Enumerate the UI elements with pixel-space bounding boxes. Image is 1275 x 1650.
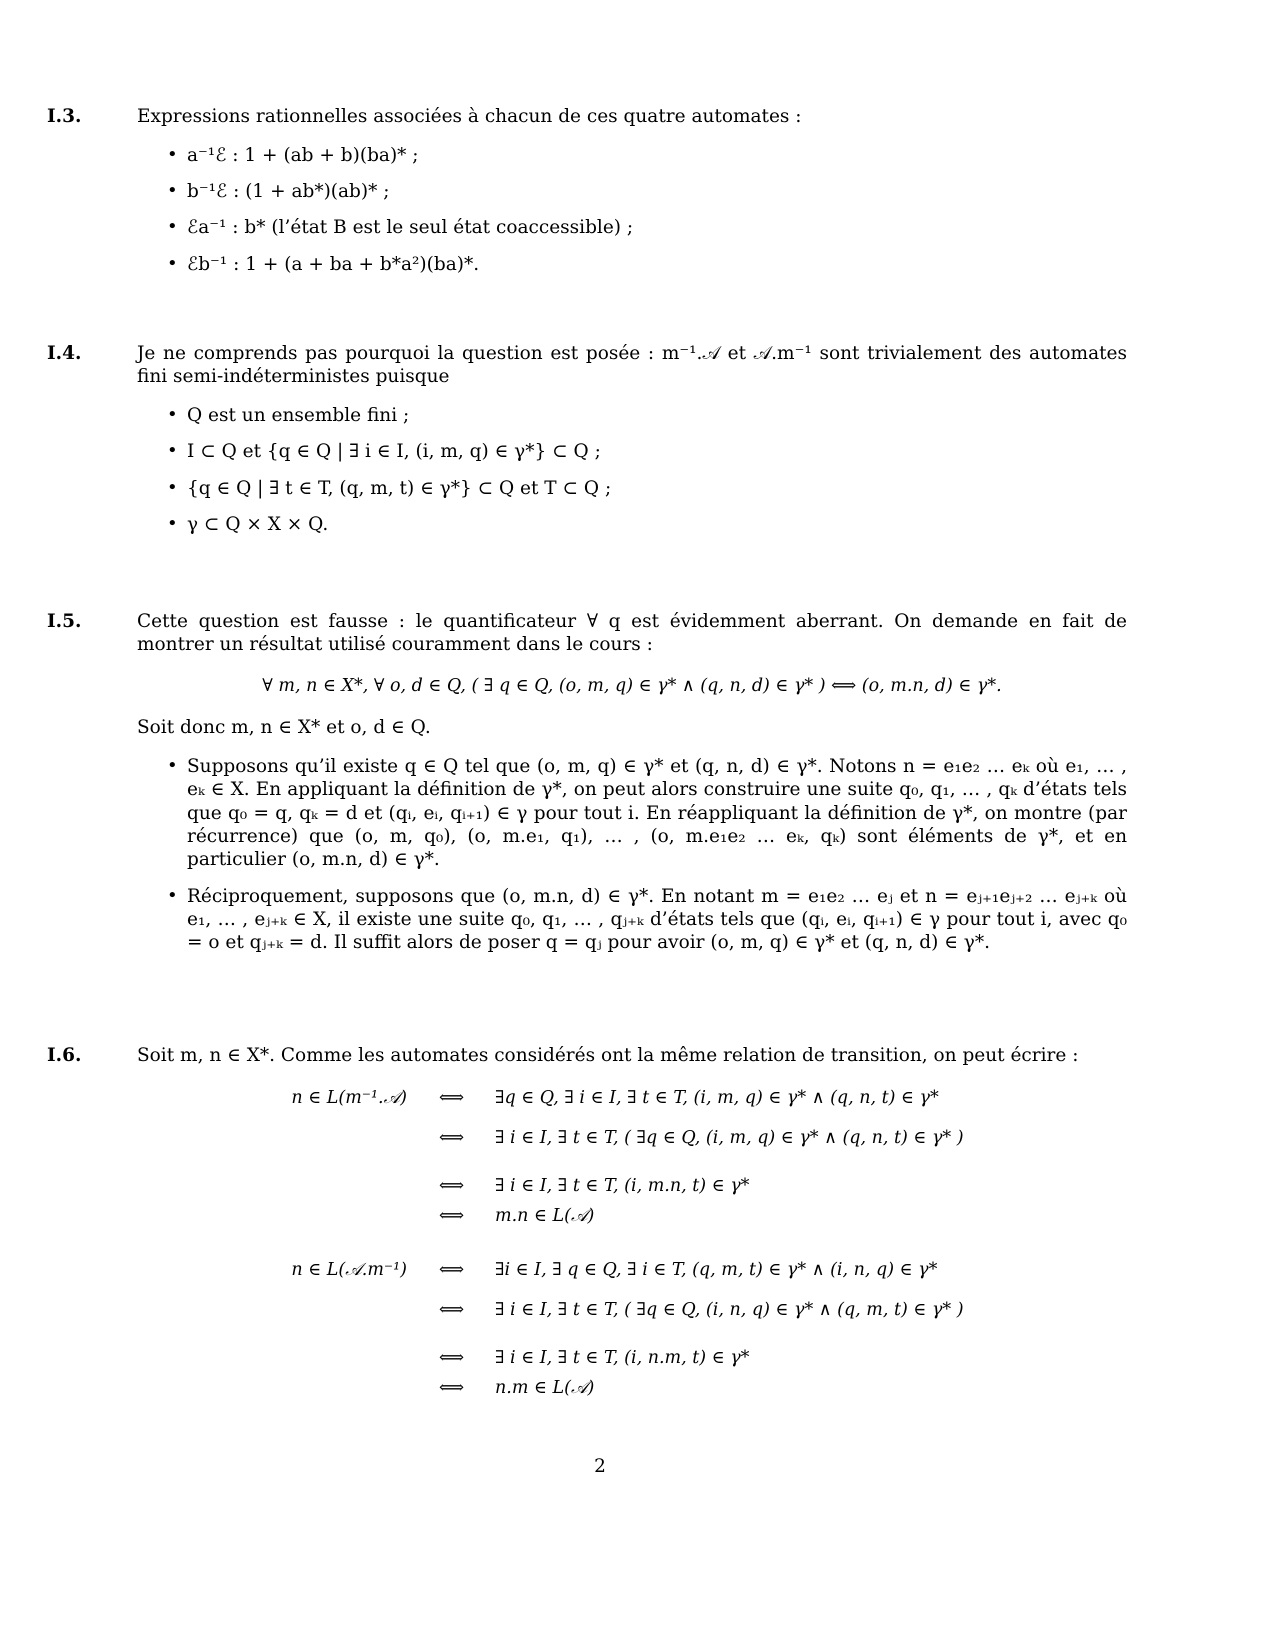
- equation-row: [227, 1348, 1047, 1378]
- equation-rhs: ∃ i ∈ I, ∃ t ∈ T, ( ∃q ∈ Q, (i, n, q) ∈ γ* ∧ (q, m, t) ∈ γ* ): [495, 1300, 964, 1320]
- equation-rhs: ∃i ∈ I, ∃ q ∈ Q, ∃ i ∈ T, (q, m, t) ∈ γ* ∧ (i, n, q) ∈ γ*: [495, 1260, 938, 1280]
- equation-row: [227, 1128, 1047, 1176]
- equation-rhs: m.n ∈ L(𝒜): [495, 1206, 595, 1226]
- bullet-list: [137, 144, 1127, 276]
- section-body: [137, 1044, 1127, 1398]
- equation-rhs: ∃ i ∈ I, ∃ t ∈ T, (i, n.m, t) ∈ γ*: [495, 1348, 750, 1368]
- equivalence-block-2: [227, 1260, 1047, 1408]
- equation-rhs: ∃ i ∈ I, ∃ t ∈ T, ( ∃q ∈ Q, (i, m, q) ∈ γ* ∧ (q, n, t) ∈ γ* ): [495, 1128, 964, 1148]
- equation-row: [227, 1088, 1047, 1128]
- equivalence-block-1: [227, 1088, 1047, 1236]
- section-intro: Je ne comprends pas pourquoi la question est posée : m⁻¹.𝒜 et 𝒜.m⁻¹ sont trivialement des automates fini semi-indéterministes puisque: [137, 343, 1127, 388]
- equivalence-arrow: ⟺: [439, 1378, 465, 1398]
- list-item: • Réciproquement, supposons que (o, m.n, d) ∈ γ*. En notant m = e₁e₂ … eⱼ et n = eⱼ₊₁eⱼ₊₂ … eⱼ₊ₖ où e₁, … , eⱼ₊ₖ ∈ X, il existe une suite q₀, q₁, … , qⱼ₊ₖ d’états tels que (qᵢ, eᵢ, qᵢ₊₁) ∈ γ pour tout i, avec q₀ = o et qⱼ₊ₖ = d. Il suffit alors de poser q = qⱼ pour avoir (o, m, q) ∈ γ* et (q, n, d) ∈ γ*.: [137, 885, 1127, 954]
- section-intro: Soit m, n ∈ X*. Comme les automates considérés ont la même relation de transition, on peut écrire :: [137, 1045, 1079, 1066]
- list-item: • Supposons qu’il existe q ∈ Q tel que (o, m, q) ∈ γ* et (q, n, d) ∈ γ*. Notons n = e₁e₂ … eₖ où e₁, … , eₖ ∈ X. En appliquant la définition de γ*, on peut alors construire une suite q₀, q₁, … , qₖ d’états tels que q₀ = q, qₖ = d et (qᵢ, eᵢ, qᵢ₊₁) ∈ γ pour tout i. En réappliquant la définition de γ*, on montre (par récurrence) que (o, m, q₀), (o, m.e₁, q₁), … , (o, m.e₁e₂ … eₖ, qₖ) sont éléments de γ*, et en particulier (o, m.n, d) ∈ γ*.: [137, 755, 1127, 871]
- list-item: • ℰa⁻¹ : b* (l’état B est le seul état coaccessible) ;: [137, 216, 1127, 239]
- section-intro: Cette question est fausse : le quantificateur ∀ q est évidemment aberrant. On demande en fait de montrer un résultat utilisé couramment dans le cours :: [137, 611, 1127, 656]
- equivalence-arrow: ⟺: [439, 1176, 465, 1196]
- section-number: I.4.: [47, 343, 82, 364]
- equation-lhs: n ∈ L(𝒜.m⁻¹): [291, 1260, 407, 1280]
- list-item: • Q est un ensemble fini ;: [137, 404, 1127, 427]
- list-item: • b⁻¹ℰ : (1 + ab*)(ab)* ;: [137, 180, 1127, 203]
- equivalence-arrow: ⟺: [439, 1088, 465, 1108]
- section-body: [137, 610, 1127, 954]
- equivalence-arrow: ⟺: [439, 1300, 465, 1320]
- equivalence-arrow: ⟺: [439, 1348, 465, 1368]
- equation-row: [227, 1206, 1047, 1236]
- list-item: • {q ∈ Q | ∃ t ∈ T, (q, m, t) ∈ γ*} ⊂ Q et T ⊂ Q ;: [137, 477, 1127, 500]
- section-number: I.5.: [47, 611, 82, 632]
- equation-row: [227, 1378, 1047, 1408]
- equivalence-arrow: ⟺: [439, 1260, 465, 1280]
- list-item: • γ ⊂ Q × X × Q.: [137, 513, 1127, 536]
- equivalence-arrow: ⟺: [439, 1128, 465, 1148]
- equation-rhs: ∃q ∈ Q, ∃ i ∈ I, ∃ t ∈ T, (i, m, q) ∈ γ* ∧ (q, n, t) ∈ γ*: [495, 1088, 939, 1108]
- display-equation: ∀ m, n ∈ X*, ∀ o, d ∈ Q, ( ∃ q ∈ Q, (o, m, q) ∈ γ* ∧ (q, n, d) ∈ γ* ) ⟺ (o, m.n, d) ∈ γ*.: [262, 676, 1002, 697]
- equivalence-arrow: ⟺: [439, 1206, 465, 1226]
- list-item: • a⁻¹ℰ : 1 + (ab + b)(ba)* ;: [137, 144, 1127, 167]
- bullet-list: [137, 404, 1127, 536]
- section-number: I.3.: [47, 106, 82, 127]
- equation-rhs: n.m ∈ L(𝒜): [495, 1378, 595, 1398]
- section-intro: Expressions rationnelles associées à chacun de ces quatre automates :: [137, 106, 802, 127]
- equation-rhs: ∃ i ∈ I, ∃ t ∈ T, (i, m.n, t) ∈ γ*: [495, 1176, 750, 1196]
- equation-lhs: n ∈ L(m⁻¹.𝒜): [291, 1088, 407, 1108]
- list-item: • I ⊂ Q et {q ∈ Q | ∃ i ∈ I, (i, m, q) ∈ γ*} ⊂ Q ;: [137, 440, 1127, 463]
- equation-row: [227, 1176, 1047, 1206]
- equation-row: [227, 1260, 1047, 1300]
- soit-line: Soit donc m, n ∈ X* et o, d ∈ Q.: [137, 717, 431, 739]
- section-body: [137, 342, 1127, 536]
- section-number: I.6.: [47, 1045, 82, 1066]
- bullet-list: [137, 755, 1127, 954]
- section-body: [137, 105, 1127, 276]
- equation-row: [227, 1300, 1047, 1348]
- page-number: 2: [594, 1456, 606, 1477]
- list-item: • ℰb⁻¹ : 1 + (a + ba + b*a²)(ba)*.: [137, 253, 1127, 276]
